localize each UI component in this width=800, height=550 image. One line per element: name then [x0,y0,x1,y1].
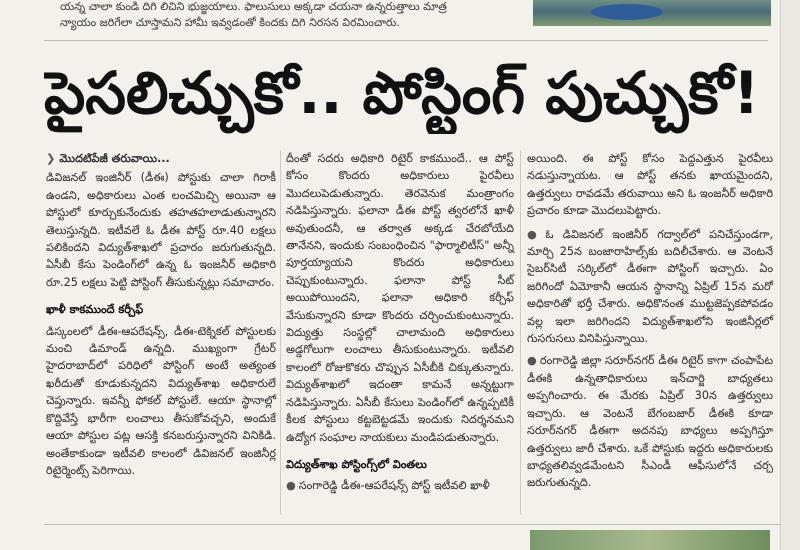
bullet-icon: ● [527,354,537,368]
snippet-line-1: యన్న చాలా కుండి దిగి లిచిని భుజ్జయాలు. ఫాలుసులు అక్కడా చయనా ఉన్నరుత్తాలు మాత్ర [60,0,447,13]
column-divider [280,150,281,515]
column-divider [520,150,521,515]
paragraph: దీంతో సదరు అధికారి రిటైర్ కాకముందే.. ఆ పోస్ట్ కోసం కొందరు అధికారులు పైరవీలు మొదలుపెడుతున్నారు. తెరవెనుక మంత్రాంగం నడిపిస్తున్నారు. ఫలానా డీఈ పోస్ట్ త్వరలోనే ఖాళీ అవుతుందనీ, ఆ తర్వాత అక్కడ చేరబోయేది తానేనని, ఇందుకు సంబంధించిన "ఫార్మాలిటీస్" అన్నీ పూర్తయ్యాయని కొందరు అధికారులు చెప్పుకుంటున్నారు. ఫలానా పోస్ట్ సీట్ అయిపోయిందని, ఫలానా అధికారి కర్చీఫ్ వేసుకున్నారని కూడా కొందరు చర్చించుకుంటున్నారు. విద్యుత్తు సంస్థల్లో చాలామంది అధికారులు అడ్డగోలుగా లంచాలు తీసుకుంటున్నారు. ఇటీవలి కాలంలో రోజుకొకరు చొప్పున ఏసీబీకి చిక్కుతున్నారు. విద్యుత్‌శాఖలో ఇదంతా కామనే అన్నట్టుగా నడిపిస్తున్నారు. ఏసీబీ కేసులు పెండింగ్‌లో ఉన్నప్పటికీ కీలక పోస్టులు కట్టబెట్టడమే ఇందుకు నిదర్శనమని ఉద్యోగ సంఘాల నాయకులు మండిపడుతున్నారు. [286,152,514,444]
photo-subject [591,4,663,20]
top-photo [533,0,771,26]
bullet-text: ఓ డివిజనల్ ఇంజినీర్ గద్వాల్‌లో పనిచేస్తుండగా, మార్చి 25న బంజారాహిల్స్‌కు బదిలీచేశారు. ఆ వెంటనే సైబర్‌సిటీ సర్కిల్‌లో డీఈగా పోస్టింగ్ ఇచ్చారు. ఏం జరిగిందో ఏమోకానీ ఆయన స్థానాన్ని ఏప్రిల్ 15న మరో అధికారితో భర్తీ చేశారు. అధికొనంత ముట్టజెప్పకపోవడం వల్ల ఇలా జరిగిందని విద్యుత్‌శాఖలోని ఇంజినీర్లలో గుసగుసలు వినిపిస్తున్నాయి. [527,227,774,346]
section-divider [44,40,768,41]
bottom-photo [530,530,770,550]
snippet-line-2: న్యాయం జరిగేలా చూస్తామని హామీ ఇవ్వడంతో కిందకు దిగి నిరసన విరమించారు. [60,16,400,29]
article-column-3 [527,150,773,497]
article-column-1 [46,150,276,485]
subheading: విద్యుత్‌శాఖ పోస్టింగ్స్‌లో వింతలు [286,457,427,471]
paragraph: డివిజనల్ ఇంజినీర్ (డీఈ) పోస్టుకు చాలా గిరాకీ ఉండని, అధికారులు ఎంత లంచమిచ్చి అయినా ఆ పోస్టులో కూర్చుకునేందుకు తహతహలాడుతున్నారని తెలుస్తున్నది. ఇటీవలే ఓ డీఈ పోస్ట్ రూ.40 లక్షలు పలికిందని విద్యుత్‌శాఖలో ప్రచారం జరుగుతున్నది. ఏసీబీ కేసు పెండింగ్‌లో ఉన్న ఓ ఇంజనీర్ అధికారి రూ.25 లక్షలు పెట్టి పోస్టింగ్ తీసుకున్నట్లు సమాచారం. [46,171,276,289]
chevron-right-icon: ❯ [46,152,56,165]
bullet-icon: ● [527,227,543,241]
previous-article-snippet [0,0,800,38]
next-article-headline [44,530,524,550]
bullet-item [527,226,773,348]
bullet-item [527,352,773,491]
bullet-icon: ● [286,479,296,493]
bullet-text: రంగారెడ్డి జిల్లా సరూర్‌నగర్ డీఈ రిటైర్ కాగా చంపాపేట డీఈకి ఉన్నతాధికారులు ఇన్‌చార్జి బాధ్యతలు అప్పగించారు. ఈ మేరకు ఏప్రిల్ 30న ఉత్తర్వులు ఇచ్చారు. ఆ వెంటనే బేగంబజార్ డీఈకి కూడా సరూర్‌నగర్ డీఈగా అదనపు బాధ్యలు అప్పగిస్తూ ఉత్తర్వులు జారీ చేశారు. ఒకే పోస్టుకు ఇద్దరు అధికారులకు బాధ్యతలివ్వడమేంటని సీఎండీ ఆఫీసులోనే చర్చ జరుగుతున్నది. [527,354,773,490]
kicker-text: మొదటిపేజీ తరువాయి... [59,152,170,165]
subheading: ఖాళీ కాకముందే కర్చీఫ్ [46,303,144,317]
article-column-2 [286,150,514,500]
paragraph: డిస్కంలలో డీఈ-ఆపరేషన్స్, డీఈ-టెక్నికల్ పోస్టులకు మంచి డిమాండ్ ఉన్నది. ముఖ్యంగా గ్రేటర్ హైదరాబాద్‌లో పరిధిలో పోస్టింగ్ అంటే అత్యంత ఖరీదుతో కూడుకున్నదని విద్యుత్‌శాఖ అధికారులే చెప్తున్నారు. ఇవన్నీ ఫోకల్ పోస్టులే. ఆయా స్థానాల్లో కొద్దివేస్తే భారీగా లంచాలు తీసుకోవచ్చని, అందుకే ఆయా పోస్టుల పట్ల ఆసక్తి కనబరుస్తున్నారని వినికిడి. అంతేకాకుండా ఇటీవలి కాలంలో డివిజనల్ ఇంజినీర్ల రిటైర్మెంట్స్ పెరిగాయి. [46,324,276,477]
bullet-text: సంగారెడ్డి డీఈ-ఆపరేషన్స్ పోస్ట్ ఇటీవలి ఖాళీ [298,479,490,493]
article-headline: పైసలిచ్చుకో.. పోస్టింగ్ పుచ్చుకో! [44,59,760,127]
section-divider [44,524,780,525]
continuation-kicker [46,150,276,167]
paragraph: అయింది. ఈ పోస్ట్ కోసం పెద్దఎత్తున పైరవీలు నడుస్తున్నాయట. ఆ పోస్ట్ తనకు ఖాయమైందని, ఉత్తర్వులు రావడమే తరువాయి అని ఓ ఇంజనీర్ అధికారి ప్రచారం కూడా మొదలుపెట్టారు. [527,152,773,218]
bullet-item [286,477,514,494]
adjacent-page-edge [780,0,800,550]
